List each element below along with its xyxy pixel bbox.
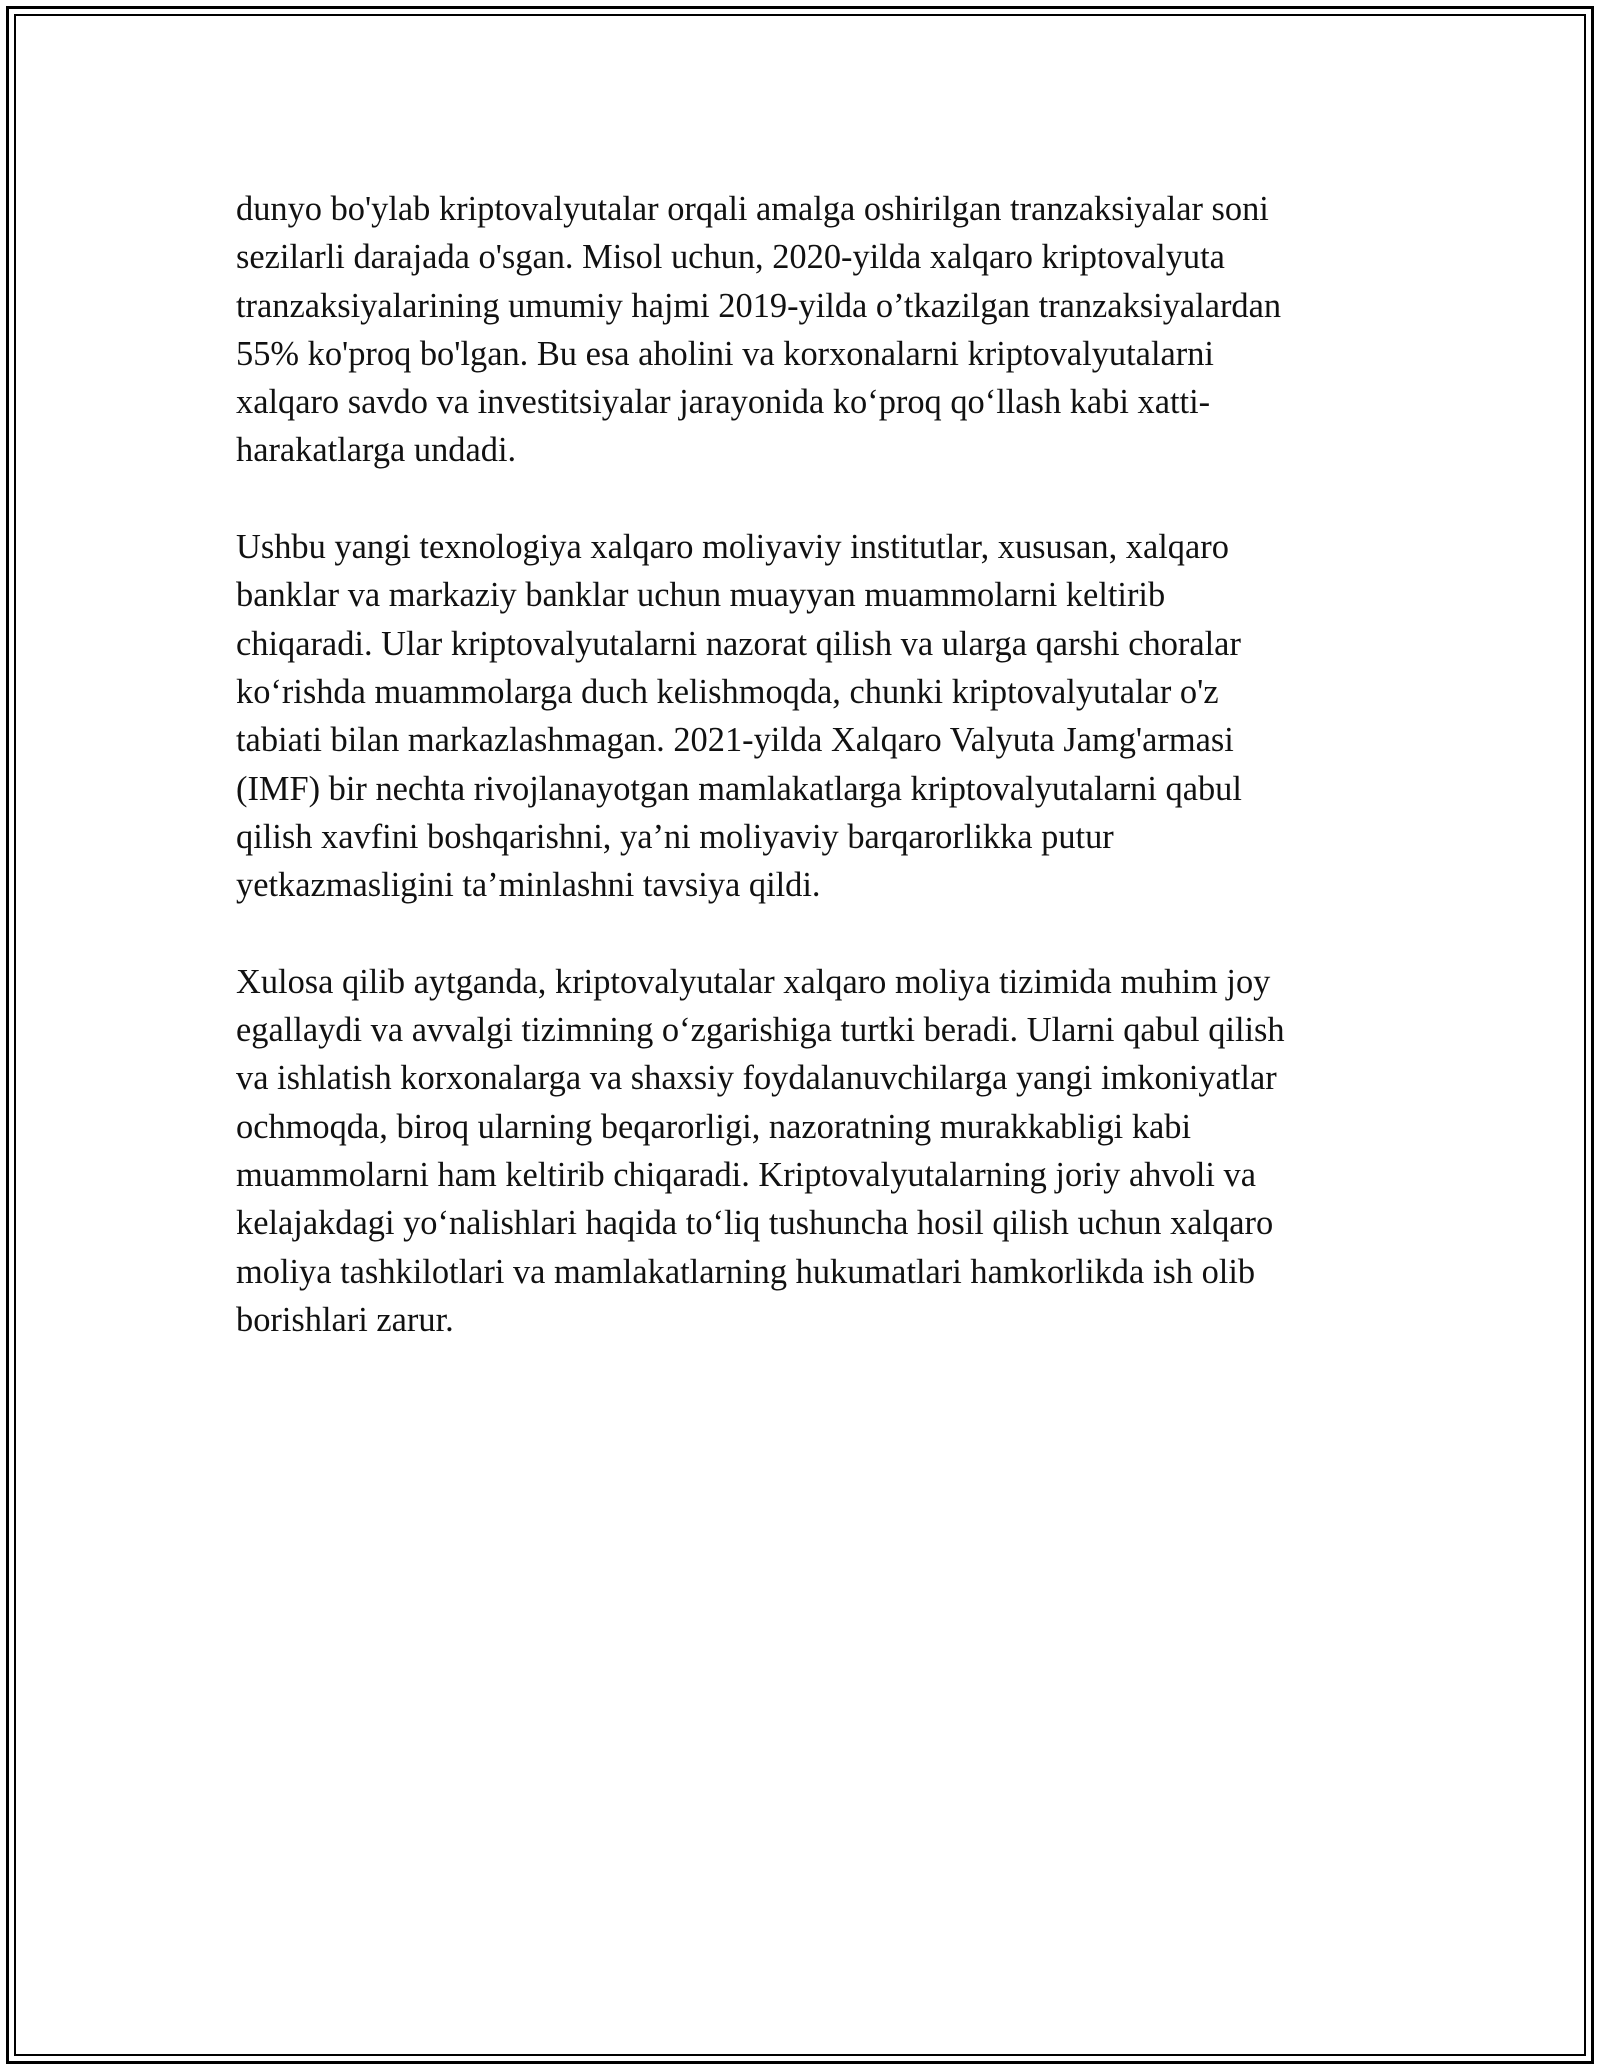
text-line: 55% ko'proq bo'lgan. Bu esa aholini va korxonalarni kriptovalyutalarni (236, 334, 1214, 373)
text-line: dunyo bo'ylab kriptovalyutalar orqali amalga oshirilgan tranzaksiyalar soni (236, 190, 1269, 228)
text-line: yetkazmasligini ta’minlashni tavsiya qildi. (236, 866, 821, 905)
text-line: ochmoqda, biroq ularning beqarorligi, nazoratning murakkabligi kabi (236, 1107, 1192, 1146)
text-line: koʻrishda muammolarga duch kelishmoqda, chunki kriptovalyutalar o'z (236, 672, 1219, 711)
paragraph-1 (236, 185, 1376, 475)
text-line: kelajakdagi yoʻnalishlari haqida toʻliq tushuncha hosil qilish uchun xalqaro (236, 1204, 1274, 1243)
text-line: Xulosa qilib aytganda, kriptovalyutalar xalqaro moliya tizimida muhim joy (236, 962, 1271, 1001)
paragraph-3 (236, 958, 1376, 1344)
text-line: (IMF) bir nechta rivojlanayotgan mamlakatlarga kriptovalyutalarni qabul (236, 769, 1242, 808)
text-line: xalqaro savdo va investitsiyalar jarayonida koʻproq qoʻllash kabi xatti- (236, 383, 1211, 422)
text-line: borishlari zarur. (236, 1300, 454, 1339)
text-line: egallaydi va avvalgi tizimning oʻzgarishiga turtki beradi. Ularni qabul qilish (236, 1011, 1285, 1050)
text-line: muammolarni ham keltirib chiqaradi. Kriptovalyutalarning joriy ahvoli va (236, 1155, 1256, 1194)
text-line: chiqaradi. Ular kriptovalyutalarni nazorat qilish va ularga qarshi choralar (236, 624, 1241, 663)
text-line: tranzaksiyalarining umumiy hajmi 2019-yilda o’tkazilgan tranzaksiyalardan (236, 286, 1282, 325)
text-line: banklar va markaziy banklar uchun muayyan muammolarni keltirib (236, 576, 1166, 615)
text-line: Ushbu yangi texnologiya xalqaro moliyaviy institutlar, xususan, xalqaro (236, 528, 1229, 567)
paragraph-2 (236, 523, 1376, 909)
text-line: va ishlatish korxonalarga va shaxsiy foydalanuvchilarga yangi imkoniyatlar (236, 1059, 1277, 1098)
text-line: sezilarli darajada o'sgan. Misol uchun, 2020-yilda xalqaro kriptovalyuta (236, 238, 1225, 277)
text-line: harakatlarga undadi. (236, 431, 517, 470)
text-line: moliya tashkilotlari va mamlakatlarning hukumatlari hamkorlikda ish olib (236, 1252, 1256, 1291)
text-line: qilish xavfini boshqarishni, ya’ni moliyaviy barqarorlikka putur (236, 817, 1114, 856)
document-body (236, 185, 1376, 1392)
text-line: tabiati bilan markazlashmagan. 2021-yilda Xalqaro Valyuta Jamg'armasi (236, 721, 1234, 760)
